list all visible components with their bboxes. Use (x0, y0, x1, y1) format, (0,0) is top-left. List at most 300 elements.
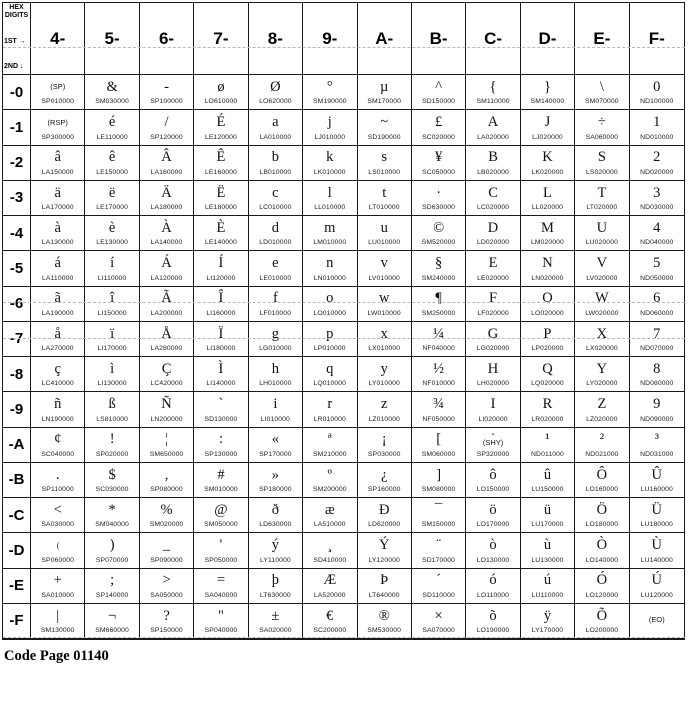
gcgid-code: SP110000 (41, 486, 74, 494)
codepoint-character: µ (380, 78, 389, 95)
codepoint-character: ¾ (433, 396, 445, 413)
codepoint-character: ® (378, 607, 390, 624)
codepoint-character: 1 (653, 114, 661, 131)
codepoint-cell (412, 146, 466, 181)
gcgid-code: LE150000 (96, 168, 129, 176)
gcgid-code: LI120000 (206, 274, 236, 282)
gcgid-code: LI130000 (97, 380, 127, 388)
codepoint-character: M (541, 219, 554, 236)
codepoint-character: ù (543, 537, 552, 554)
gcgid-code: LW020000 (585, 309, 619, 317)
codepoint-character: ¦ (165, 431, 168, 448)
codepoint-cell (303, 181, 357, 216)
codepoint-cell (31, 146, 85, 181)
codepoint-character: O (542, 290, 553, 307)
gcgid-code: SM530000 (367, 627, 402, 635)
gcgid-code: SA010000 (41, 591, 74, 599)
column-header: C- (466, 3, 520, 75)
row-header: -2 (3, 146, 31, 181)
codepoint-character: [ (436, 431, 442, 448)
codepoint-character: S (597, 149, 606, 166)
codepoint-character: Î (218, 290, 224, 307)
codepoint-character: · (436, 184, 442, 201)
codepoint-character: û (543, 466, 552, 483)
codepoint-cell (521, 463, 575, 498)
gcgid-code: LV010000 (368, 274, 400, 282)
codepoint-character: ¨ (436, 537, 442, 554)
gcgid-code: SC020000 (422, 133, 456, 141)
codepoint-cell (303, 604, 357, 639)
codepoint-cell (31, 604, 85, 639)
codepoint-character: ü (543, 501, 552, 518)
codepoint-cell (85, 181, 139, 216)
codepoint-cell (85, 357, 139, 392)
row-header: -A (3, 428, 31, 463)
codepoint-cell (303, 569, 357, 604)
gcgid-code: SM050000 (204, 521, 238, 529)
codepoint-character: 9 (653, 396, 661, 413)
codepoint-character: © (433, 219, 445, 236)
gcgid-code: LU160000 (640, 486, 673, 494)
codepoint-cell (31, 392, 85, 427)
gcgid-code: LZ010000 (368, 415, 400, 423)
codepoint-character: C (488, 184, 498, 201)
gcgid-code: LX010000 (368, 345, 401, 353)
gcgid-code: LZ020000 (586, 415, 618, 423)
gcgid-code: LN190000 (41, 415, 74, 423)
codepoint-character: ì (110, 360, 115, 377)
gcgid-code: LA520000 (313, 591, 346, 599)
gcgid-code: SA060000 (585, 133, 619, 141)
gcgid-code: LC010000 (259, 204, 292, 212)
codepoint-cell (303, 392, 357, 427)
codepoint-cell (140, 498, 194, 533)
codepoint-character: ½ (433, 360, 445, 377)
gcgid-code: SP090000 (150, 556, 183, 564)
codepoint-cell (85, 463, 139, 498)
gcgid-code: SM170000 (367, 98, 402, 106)
codepoint-character: É (216, 114, 226, 131)
gcgid-code: LU150000 (531, 486, 564, 494)
gcgid-code: LS810000 (96, 415, 129, 423)
codepoint-character: # (217, 466, 225, 483)
codepoint-cell (358, 533, 412, 568)
gcgid-code: LF010000 (259, 309, 292, 317)
codepoint-character: õ (489, 607, 497, 624)
codepoint-cell (31, 569, 85, 604)
codepoint-cell (31, 287, 85, 322)
codepoint-cell (466, 357, 520, 392)
codepoint-character: ] (436, 466, 442, 483)
codepoint-character: ö (489, 501, 497, 518)
codepoint-cell (249, 146, 303, 181)
codepoint-character: 6 (653, 290, 661, 307)
codepoint-character: ± (271, 607, 280, 624)
gcgid-code: SA070000 (422, 627, 455, 635)
codepoint-cell (194, 251, 248, 286)
codepoint-character: { (489, 78, 497, 95)
gcgid-code: ND040000 (640, 239, 674, 247)
codepoint-character: ë (108, 184, 116, 201)
codepoint-cell (358, 428, 412, 463)
gcgid-code: LD630000 (259, 521, 292, 529)
codepoint-cell (412, 110, 466, 145)
codepoint-cell (85, 569, 139, 604)
gcgid-code: LA140000 (150, 239, 183, 247)
codepoint-character: u (380, 219, 388, 236)
codepoint-character: Ô (596, 466, 608, 483)
codepoint-cell (303, 498, 357, 533)
gcgid-code: SM190000 (312, 98, 347, 106)
gcgid-code: LD010000 (259, 239, 292, 247)
codepoint-cell (466, 251, 520, 286)
codepoint-character: ³ (654, 431, 659, 448)
gcgid-code: LT630000 (259, 591, 291, 599)
codepoint-character: ¥ (434, 149, 443, 166)
codepoint-character: & (106, 78, 118, 95)
codepoint-cell (31, 463, 85, 498)
gcgid-code: LH020000 (476, 380, 510, 388)
codepoint-cell (358, 146, 412, 181)
gcgid-code: SM650000 (149, 450, 184, 458)
gcgid-code: LI110000 (97, 274, 127, 282)
page-title: Code Page 01140 (4, 648, 109, 664)
gcgid-code: LO180000 (585, 521, 619, 529)
codepoint-character: $ (108, 466, 116, 483)
codepoint-cell (303, 428, 357, 463)
codepoint-character: þ (271, 572, 279, 589)
code-page-table (2, 2, 685, 640)
gcgid-code: LU010000 (368, 239, 401, 247)
codepoint-character: § (434, 255, 443, 272)
codepoint-cell (412, 287, 466, 322)
codepoint-character: é (108, 114, 116, 131)
codepoint-cell (466, 392, 520, 427)
codepoint-character: l (327, 184, 332, 201)
codepoint-character: q (326, 360, 334, 377)
gcgid-code: LG020000 (476, 345, 510, 353)
gcgid-code: LI010000 (260, 415, 290, 423)
gcgid-code: SP030000 (367, 450, 401, 458)
codepoint-cell (412, 498, 466, 533)
codepoint-character: È (216, 219, 226, 236)
codepoint-cell (140, 287, 194, 322)
codepoint-character: ~ (380, 114, 389, 131)
codepoint-character: å (54, 325, 61, 342)
column-header: D- (521, 3, 575, 75)
codepoint-character: ¿ (380, 466, 388, 483)
gcgid-code: LA160000 (150, 168, 183, 176)
codepoint-cell (249, 75, 303, 110)
codepoint-character: 8 (653, 360, 661, 377)
gcgid-code: SM110000 (476, 98, 510, 106)
codepoint-cell (521, 110, 575, 145)
codepoint-character: ÿ (543, 607, 552, 624)
gcgid-code: LP020000 (531, 345, 564, 353)
codepoint-cell (31, 75, 85, 110)
codepoint-cell (85, 75, 139, 110)
gcgid-code: SA040000 (204, 591, 238, 599)
codepoint-cell (303, 75, 357, 110)
codepoint-character: ¹ (545, 431, 550, 448)
codepoint-character: € (326, 607, 334, 624)
codepoint-character: ¬ (108, 607, 117, 624)
gcgid-code: LO160000 (585, 486, 619, 494)
gcgid-code: LA200000 (150, 309, 183, 317)
gcgid-code: SD410000 (313, 556, 347, 564)
codepoint-cell (85, 146, 139, 181)
codepoint-character: B (488, 149, 498, 166)
gcgid-code: SA020000 (259, 627, 292, 635)
codepoint-cell (575, 110, 629, 145)
gcgid-code: SP070000 (95, 556, 129, 564)
codepoint-character: h (271, 360, 279, 377)
codepoint-character: ÷ (597, 114, 606, 131)
codepoint-cell (85, 251, 139, 286)
codepoint-cell (358, 604, 412, 639)
codepoint-cell (249, 569, 303, 604)
codepoint-character: ó (489, 572, 497, 589)
codepoint-cell (521, 357, 575, 392)
codepoint-character: > (162, 572, 171, 589)
gcgid-code: LX020000 (585, 345, 618, 353)
codepoint-cell (140, 604, 194, 639)
codepoint-cell (249, 463, 303, 498)
codepoint-character: Õ (596, 607, 608, 624)
codepoint-character: Ò (596, 537, 608, 554)
codepoint-cell (249, 498, 303, 533)
gcgid-code: LE020000 (477, 274, 509, 282)
gcgid-code: LA270000 (41, 345, 74, 353)
codepoint-cell (412, 181, 466, 216)
codepoint-cell (412, 75, 466, 110)
codepoint-cell (358, 498, 412, 533)
codepoint-character: î (110, 290, 115, 307)
codepoint-character: s (381, 149, 388, 166)
gcgid-code: LD620000 (368, 521, 401, 529)
codepoint-character: ý (271, 537, 279, 554)
gcgid-code: LN010000 (313, 274, 346, 282)
codepoint-cell (521, 533, 575, 568)
gcgid-code: LU020000 (585, 239, 618, 247)
second-digit-label: 2ND ↓ (4, 62, 24, 70)
gcgid-code: SM240000 (421, 274, 456, 282)
row-header: -0 (3, 75, 31, 110)
codepoint-cell (358, 75, 412, 110)
gcgid-code: LY120000 (368, 556, 400, 564)
codepoint-character: P (543, 325, 552, 342)
codepoint-character: (RSP) (47, 117, 68, 127)
codepoint-cell (521, 604, 575, 639)
row-header: -7 (3, 322, 31, 357)
gcgid-code: LO610000 (204, 98, 238, 106)
codepoint-cell (466, 181, 520, 216)
codepoint-cell (194, 146, 248, 181)
gcgid-code: ND030000 (640, 204, 674, 212)
codepoint-cell (466, 287, 520, 322)
codepoint-cell (140, 110, 194, 145)
gcgid-code: ND050000 (640, 274, 674, 282)
codepoint-character: v (380, 255, 388, 272)
gcgid-code: LE130000 (96, 239, 129, 247)
gcgid-code: LI020000 (478, 415, 508, 423)
codepoint-cell (630, 251, 684, 286)
gcgid-code: LY020000 (586, 380, 618, 388)
codepoint-cell (630, 322, 684, 357)
gcgid-code: LY110000 (259, 556, 291, 564)
codepoint-cell (521, 216, 575, 251)
gcgid-code: LI140000 (206, 380, 236, 388)
gcgid-code: LO620000 (259, 98, 292, 106)
codepoint-cell (194, 604, 248, 639)
gcgid-code: LA150000 (41, 168, 74, 176)
row-header: -1 (3, 110, 31, 145)
gcgid-code: LL020000 (531, 204, 563, 212)
column-header: E- (575, 3, 629, 75)
gcgid-code: LA170000 (41, 204, 74, 212)
codepoint-character: T (597, 184, 607, 201)
codepoint-character: Ì (218, 360, 224, 377)
codepoint-character: t (382, 184, 387, 201)
gcgid-code: LQ020000 (531, 380, 564, 388)
codepoint-character: (SP) (50, 82, 66, 92)
codepoint-cell (194, 181, 248, 216)
codepoint-cell (194, 322, 248, 357)
codepoint-character: f (272, 290, 278, 307)
codepoint-character: è (108, 219, 116, 236)
codepoint-character: Á (161, 255, 172, 272)
gcgid-code: NF040000 (422, 345, 455, 353)
gcgid-code: SC040000 (41, 450, 75, 458)
codepoint-character: j (327, 114, 332, 131)
codepoint-cell (412, 428, 466, 463)
codepoint-character: D (487, 219, 499, 236)
gcgid-code: SM020000 (149, 521, 184, 529)
codepoint-cell (31, 533, 85, 568)
codepoint-character: Q (542, 360, 553, 377)
codepoint-cell (249, 110, 303, 145)
codepoint-cell (249, 357, 303, 392)
codepoint-cell (412, 322, 466, 357)
codepoint-character: 3 (653, 184, 661, 201)
codepoint-character: ' (219, 537, 223, 554)
codepoint-cell (140, 251, 194, 286)
gcgid-code: LO020000 (531, 309, 564, 317)
gcgid-code: LO170000 (476, 521, 510, 529)
gcgid-code: LK020000 (531, 168, 564, 176)
gcgid-code: LU170000 (531, 521, 564, 529)
codepoint-cell (521, 181, 575, 216)
codepoint-character: U (596, 219, 608, 236)
codepoint-character: Ð (378, 501, 390, 518)
codepoint-cell (140, 569, 194, 604)
codepoint-cell (31, 251, 85, 286)
codepoint-character: 5 (653, 255, 661, 272)
gcgid-code: SM010000 (204, 486, 238, 494)
row-header: -E (3, 569, 31, 604)
codepoint-cell (85, 498, 139, 533)
gcgid-code: LP010000 (313, 345, 346, 353)
codepoint-cell (412, 569, 466, 604)
gcgid-code: LC420000 (150, 380, 183, 388)
gcgid-code: LJ010000 (314, 133, 346, 141)
codepoint-character: 7 (653, 325, 661, 342)
gcgid-code: LO010000 (313, 309, 347, 317)
codepoint-cell (630, 75, 684, 110)
row-header: -6 (3, 287, 31, 322)
gcgid-code: LE180000 (205, 204, 237, 212)
gcgid-code: LT010000 (368, 204, 400, 212)
codepoint-character: b (271, 149, 279, 166)
gcgid-code: SD150000 (422, 98, 456, 106)
codepoint-cell (630, 110, 684, 145)
codepoint-character: Ã (161, 290, 172, 307)
gcgid-code: ND031000 (640, 450, 674, 458)
codepoint-character: ) (109, 537, 115, 554)
codepoint-cell (249, 287, 303, 322)
gcgid-code: SC200000 (313, 627, 347, 635)
codepoint-cell (194, 498, 248, 533)
codepoint-character: | (56, 607, 60, 624)
codepoint-character: z (380, 396, 388, 413)
codepoint-cell (303, 287, 357, 322)
codepoint-cell (466, 110, 520, 145)
codepoint-character: ª (327, 431, 332, 448)
codepoint-character: F (489, 290, 498, 307)
gcgid-code: LB010000 (259, 168, 292, 176)
gcgid-code: LA120000 (150, 274, 183, 282)
codepoint-cell (575, 357, 629, 392)
codepoint-cell (249, 181, 303, 216)
gcgid-code: SP080000 (150, 486, 183, 494)
gcgid-code: LO140000 (585, 556, 619, 564)
row-header: -C (3, 498, 31, 533)
codepoint-character: % (160, 501, 173, 518)
gcgid-code: SP150000 (150, 627, 183, 635)
codepoint-character: Y (596, 360, 608, 377)
codepoint-cell (31, 357, 85, 392)
codepoint-cell (630, 428, 684, 463)
codepoint-character: Ë (216, 184, 226, 201)
codepoint-character: a (272, 114, 279, 131)
codepoint-cell (412, 357, 466, 392)
gcgid-code: LO150000 (476, 486, 510, 494)
gcgid-code: SM080000 (421, 486, 456, 494)
codepoint-character: o (326, 290, 334, 307)
codepoint-character: X (596, 325, 608, 342)
codepoint-cell (412, 604, 466, 639)
codepoint-cell (575, 569, 629, 604)
gcgid-code: SM070000 (585, 98, 619, 106)
codepoint-character: Ú (651, 572, 663, 589)
codepoint-character: - (SHY) (482, 428, 504, 447)
column-header: F- (630, 3, 684, 75)
codepoint-cell (140, 428, 194, 463)
codepoint-character: < (53, 501, 62, 518)
codepoint-character: } (543, 78, 551, 95)
codepoint-character: ´ (436, 572, 442, 589)
codepoint-character: ° (326, 78, 333, 95)
codepoint-character: Þ (380, 572, 389, 589)
codepoint-character: ¯ (434, 501, 443, 518)
codepoint-character: í (110, 255, 115, 272)
codepoint-cell (412, 392, 466, 427)
gcgid-code: LS020000 (585, 168, 618, 176)
codepoint-cell (249, 604, 303, 639)
column-header: 8- (249, 3, 303, 75)
codepoint-cell (575, 463, 629, 498)
gcgid-code: LO110000 (477, 591, 510, 599)
